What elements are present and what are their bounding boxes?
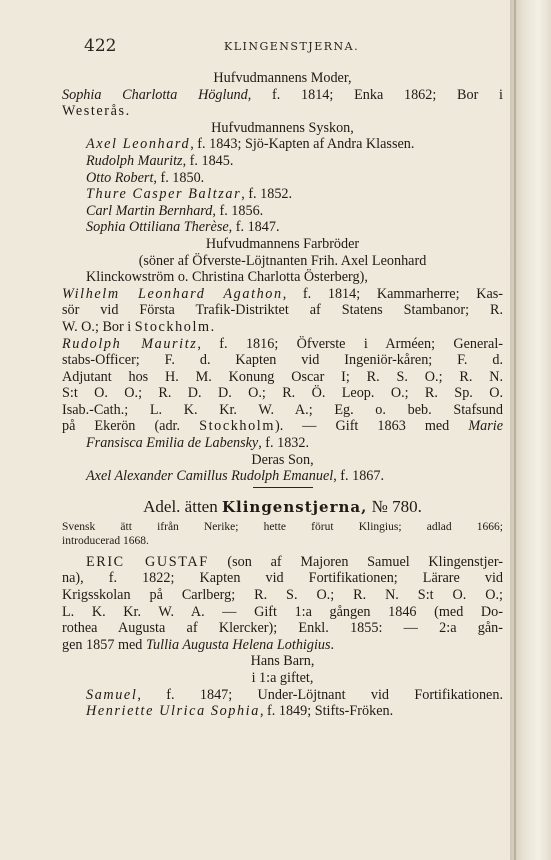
- section-divider: [253, 487, 313, 488]
- family-note: introducerad 1668.: [62, 534, 149, 547]
- text-line: Carl Martin Bernhard, f. 1856.: [86, 202, 264, 219]
- text-line: na), f. 1822; Kapten vid Fortifikationen; Lärare vid: [62, 570, 503, 587]
- text-line: Henriette Ulrica Sophia, f. 1849; Stifts-Fröken.: [86, 703, 394, 720]
- text-line: Krigsskolan på Carlberg; R. S. O.; R. N. S:t O. O.;: [62, 587, 503, 604]
- subheading-uncles: Hufvudmannens Farbröder: [205, 235, 360, 252]
- text-line: L. K. Kr. W. A. — Gift 1:a gången 1846 (med Do-: [62, 603, 503, 620]
- text-line: (söner af Öfverste-Löjtnanten Frih. Axel Leonhard: [138, 252, 427, 269]
- text-line: Fransisca Emilia de Labensky, f. 1832.: [86, 435, 310, 452]
- spine-edge: [514, 0, 516, 860]
- text-line: rothea Augusta af Klercker); Enkl. 1855: — 2:a gån-: [62, 620, 503, 637]
- text-line: Axel Leonhard, f. 1843; Sjö-Kapten af Andra Klassen.: [86, 136, 415, 153]
- text-line: Sophia Charlotta Höglund, f. 1814; Enka 1862; Bor i: [62, 86, 503, 103]
- text-line: Rudolph Mauritz, f. 1845.: [86, 152, 234, 169]
- text-line: sör vid Första Trafik-Distriktet af Statens Stambanor; R.: [62, 302, 503, 319]
- text-line: S:t O. O.; R. D. D. O.; R. Ö. Leop. O.; R. Sp. O.: [62, 385, 503, 402]
- text-line: W. O.; Bor i Stockholm.: [62, 318, 215, 335]
- text-line: Adjutant hos H. M. Konung Oscar I; R. S. O.; R. N.: [62, 368, 503, 385]
- family-number: № 780.: [371, 496, 422, 516]
- section-prefix: Adel. ätten: [143, 496, 218, 516]
- text-line: stabs-Officer; F. d. Kapten vid Ingeniör-kåren; F. d.: [62, 352, 503, 369]
- page-number: 422: [84, 36, 117, 56]
- page-text: [62, 70, 503, 720]
- text-line: på Ekerön (adr. Stockholm). — Gift 1863 med Marie: [62, 418, 503, 435]
- book-spine: [510, 0, 551, 860]
- text-line: Thure Casper Baltzar, f. 1852.: [86, 186, 293, 203]
- subheading-mother: Hufvudmannens Moder,: [213, 70, 352, 86]
- section-heading: [62, 496, 503, 518]
- text-line: Klinckowström o. Christina Charlotta Österberg),: [86, 269, 368, 286]
- text-line: Sophia Ottiliana Therèse, f. 1847.: [86, 219, 280, 236]
- text-line: Westerås.: [62, 103, 131, 120]
- subheading-son: Deras Son,: [251, 451, 314, 468]
- subheading-marriage: i 1:a giftet,: [251, 670, 314, 686]
- text-line: Rudolph Mauritz, f. 1816; Öfverste i Arméen; General-: [62, 335, 503, 352]
- text-line: Samuel, f. 1847; Under-Löjtnant vid Fortifikationen.: [86, 686, 503, 703]
- text-line: Axel Alexander Camillus Rudolph Emanuel, f. 1867.: [86, 468, 385, 485]
- text-line: Otto Robert, f. 1850.: [86, 169, 205, 186]
- text-line: ERIC GUSTAF (son af Majoren Samuel Klingenstjer-: [86, 553, 503, 570]
- running-head: KLINGENSTJERNA.: [224, 40, 360, 53]
- subheading-children: Hans Barn,: [250, 653, 315, 670]
- page-header: [84, 36, 504, 56]
- text-line: Isab.-Cath.; L. K. Kr. W. A.; Eg. o. beb. Stafsund: [62, 401, 503, 418]
- family-name: Klingenstjerna,: [221, 497, 368, 516]
- subheading-siblings: Hufvudmannens Syskon,: [211, 119, 354, 136]
- text-line: gen 1857 med Tullia Augusta Helena Lothigius.: [62, 636, 335, 653]
- family-note: Svensk ätt ifrån Nerike; hette förut Klingius; adlad 1666;: [62, 520, 503, 533]
- text-line: Wilhelm Leonhard Agathon, f. 1814; Kammarherre; Kas-: [62, 285, 503, 302]
